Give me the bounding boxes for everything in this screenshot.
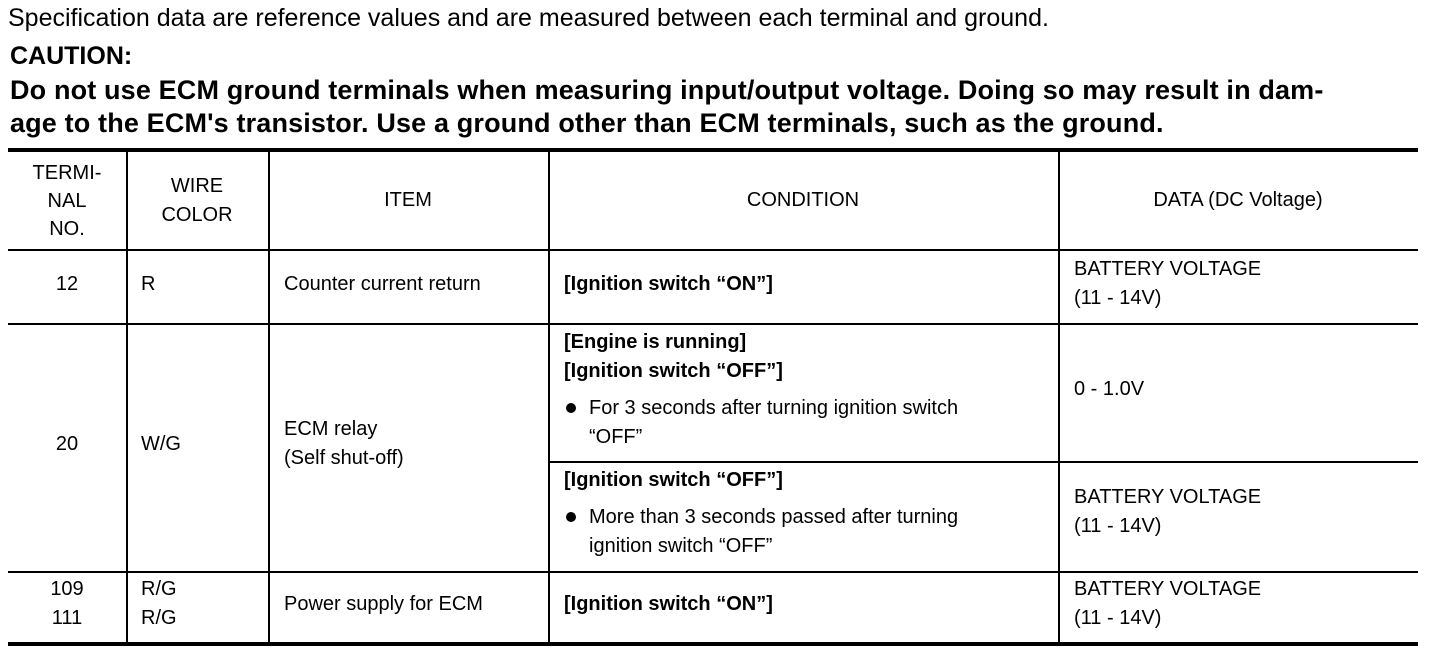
data-value bbox=[1074, 255, 1261, 313]
terminal-no bbox=[8, 575, 126, 633]
condition-bullet bbox=[564, 394, 1050, 452]
row-divider bbox=[8, 571, 1418, 573]
data-value: 0 - 1.0V bbox=[1074, 378, 1145, 400]
header-terminal-no bbox=[8, 152, 126, 249]
header-terminal-line: TERMI- bbox=[32, 161, 102, 184]
data-line: (11 - 14V) bbox=[1074, 287, 1162, 309]
wire-color bbox=[141, 575, 177, 633]
bullet-icon bbox=[566, 512, 576, 522]
wire-line: R/G bbox=[141, 578, 177, 600]
condition-text bbox=[564, 328, 1050, 452]
data-value bbox=[1074, 483, 1261, 541]
condition-text bbox=[564, 466, 1050, 561]
caution-text-line-1: Do not use ECM ground terminals when measuring input/output voltage. Doing so may result in dam- bbox=[10, 75, 1324, 105]
item-line: (Self shut-off) bbox=[284, 447, 404, 469]
header-terminal-line: NO. bbox=[49, 217, 85, 240]
terminal-spec-table bbox=[8, 148, 1418, 646]
terminal-line: 111 bbox=[51, 607, 83, 629]
item-line: ECM relay bbox=[284, 418, 378, 440]
data-value bbox=[1074, 575, 1261, 633]
item-text bbox=[284, 415, 404, 473]
wire-color: W/G bbox=[141, 433, 181, 455]
bullet-line: More than 3 seconds passed after turning bbox=[589, 506, 959, 528]
bullet-line: “OFF” bbox=[589, 426, 643, 448]
header-wire-line: WIRE bbox=[170, 174, 224, 197]
intro-text: Specification data are reference values and are measured between each terminal and ground. bbox=[8, 4, 1049, 32]
header-wire-line: COLOR bbox=[161, 203, 233, 226]
bullet-line: For 3 seconds after turning ignition switch bbox=[589, 397, 959, 419]
data-line: BATTERY VOLTAGE bbox=[1074, 258, 1262, 280]
header-wire-color bbox=[126, 152, 268, 249]
terminal-no: 12 bbox=[55, 273, 79, 295]
condition-heading: [Ignition switch “OFF”] bbox=[564, 469, 783, 491]
item-text: Power supply for ECM bbox=[284, 593, 483, 615]
item-text: Counter current return bbox=[284, 273, 481, 295]
header-data: DATA (DC Voltage) bbox=[1153, 189, 1323, 211]
bullet-line: ignition switch “OFF” bbox=[589, 535, 773, 557]
condition-heading: [Engine is running] bbox=[564, 331, 747, 353]
wire-line: R/G bbox=[141, 607, 177, 629]
header-item: ITEM bbox=[384, 189, 432, 211]
data-line: (11 - 14V) bbox=[1074, 515, 1162, 537]
data-line: BATTERY VOLTAGE bbox=[1074, 486, 1262, 508]
condition-text: [Ignition switch “ON”] bbox=[564, 593, 773, 615]
condition-text: [Ignition switch “ON”] bbox=[564, 273, 773, 295]
terminal-no: 20 bbox=[55, 433, 79, 455]
row-divider bbox=[8, 323, 1418, 325]
wire-color: R bbox=[141, 273, 156, 295]
data-line: (11 - 14V) bbox=[1074, 607, 1162, 629]
header-condition: CONDITION bbox=[746, 189, 860, 211]
condition-bullet bbox=[564, 503, 1050, 561]
caution-text-line-2: age to the ECM's transistor. Use a ground other than ECM terminals, such as the ground. bbox=[10, 108, 1164, 138]
row-subdivider bbox=[548, 461, 1418, 463]
data-line: BATTERY VOLTAGE bbox=[1074, 578, 1262, 600]
header-bottom-rule bbox=[8, 249, 1418, 251]
caution-title: CAUTION: bbox=[10, 42, 133, 70]
bullet-icon bbox=[566, 403, 576, 413]
condition-heading: [Ignition switch “OFF”] bbox=[564, 360, 783, 382]
terminal-line: 109 bbox=[50, 578, 84, 600]
table-bottom-rule bbox=[8, 642, 1418, 646]
header-terminal-line: NAL bbox=[47, 189, 87, 212]
